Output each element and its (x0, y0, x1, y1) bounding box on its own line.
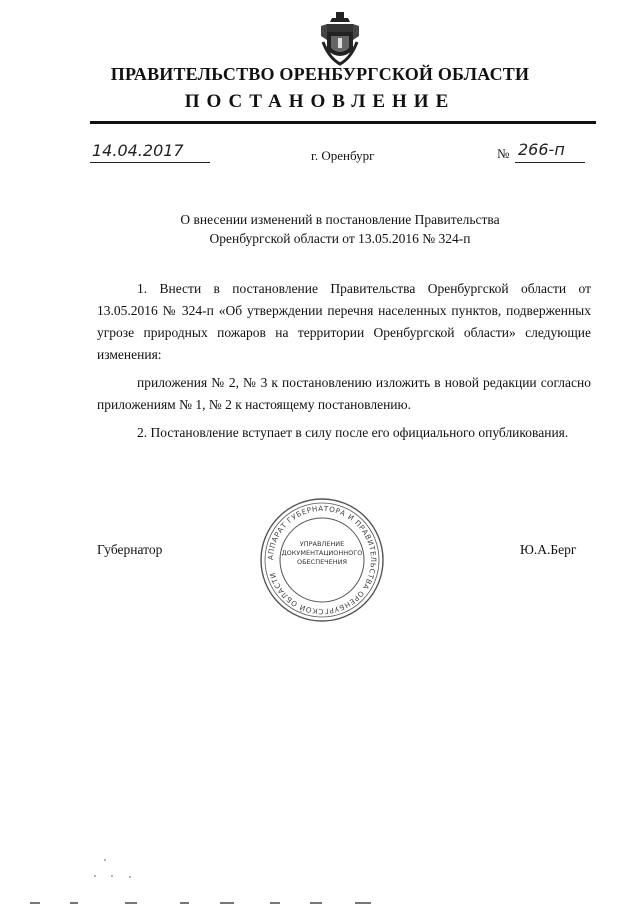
document-number: 266-п (518, 140, 565, 159)
number-underline (515, 162, 585, 163)
stamp-line-1: УПРАВЛЕНИЕ (299, 540, 345, 548)
document-date: 14.04.2017 (92, 141, 184, 160)
body-paragraph-1: 1. Внести в постановление Правительства Оренбургской области от 13.05.2016 № 324-п «Об утверждении перечня населенных пунктов, подверженных угрозе природных пожаров на территории Оренбургской области» следующие изменения: (97, 281, 591, 362)
scan-artifacts (0, 850, 640, 905)
body-paragraph-3: 2. Постановление вступает в силу после его официального опубликования. (137, 425, 569, 440)
date-underline (90, 162, 210, 163)
body-paragraph-2: приложения № 2, № 3 к постановлению изложить в новой редакции согласно приложениям № 1, № 2 к настоящему постановлению. (97, 375, 591, 412)
number-sign: № (497, 146, 510, 161)
stamp-center-text (277, 540, 367, 567)
signatory-post: Губернатор (97, 542, 163, 557)
document-body (97, 278, 591, 450)
subject-line-2: Оренбургской области от 13.05.2016 № 324-п (209, 231, 471, 246)
stamp-ring-text: АППАРАТ ГУБЕРНАТОРА И ПРАВИТЕЛЬСТВА ОРЕНБУРГСКОЙ ОБЛАСТИ (265, 503, 379, 617)
government-title: ПРАВИТЕЛЬСТВО ОРЕНБУРГСКОЙ ОБЛАСТИ (110, 64, 530, 84)
stamp-line-2: ДОКУМЕНТАЦИОННОГО (281, 549, 363, 557)
stamp-line-3: ОБЕСПЕЧЕНИЯ (296, 558, 348, 566)
signatory-name: Ю.А.Берг (520, 542, 577, 557)
document-type: ПОСТАНОВЛЕНИЕ (184, 91, 456, 112)
header-rule (90, 121, 596, 124)
document-subject (140, 210, 540, 248)
document-city: г. Оренбург (311, 148, 375, 163)
coat-of-arms-icon (319, 12, 361, 66)
subject-line-1: О внесении изменений в постановление Правительства (180, 212, 500, 227)
